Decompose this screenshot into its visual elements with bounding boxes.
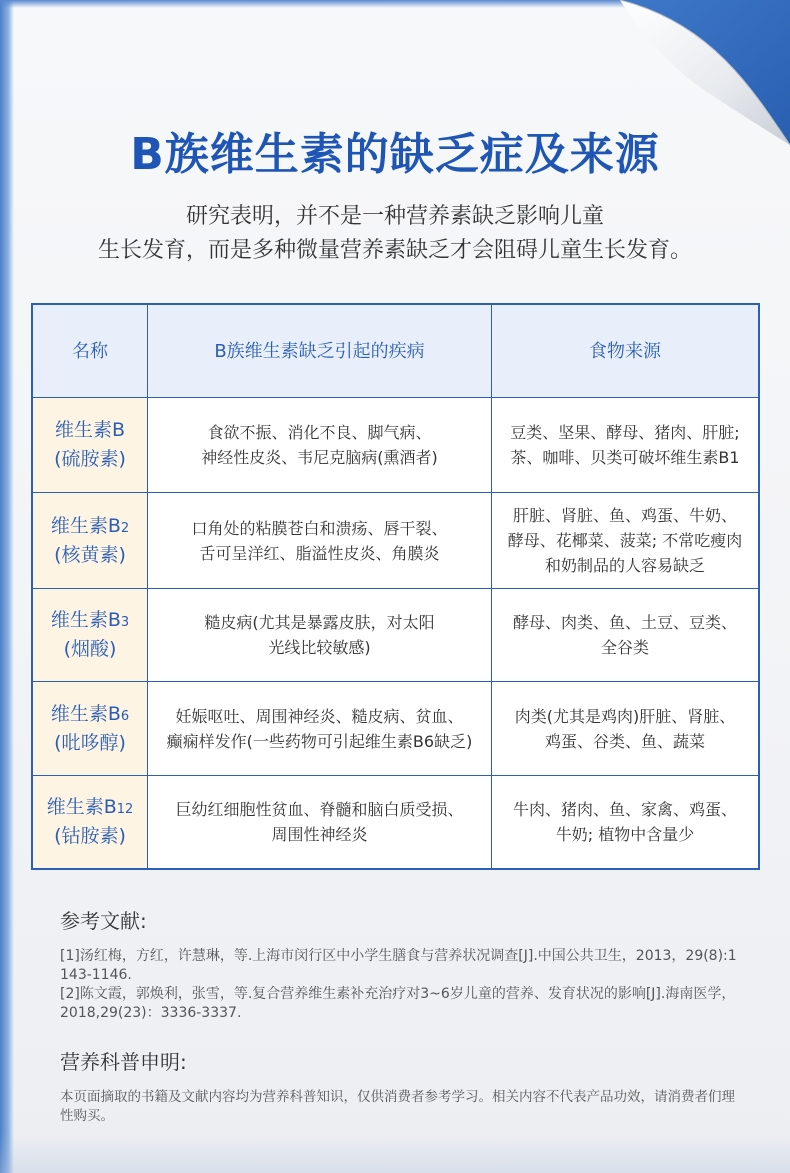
source-line: 酵母、肉类、鱼、土豆、豆类、	[512, 613, 737, 632]
intro-line-2: 生长发育，而是多种微量营养素缺乏才会阻碍儿童生长发育。	[97, 238, 692, 263]
vitamin-name: 维生素B	[50, 514, 121, 537]
source-line: 鸡蛋、谷类、鱼、蔬菜	[544, 731, 705, 751]
disease-line: 舌可呈洋红、脂溢性皮炎、角膜炎	[199, 543, 440, 563]
vitamin-subscript: 6	[120, 708, 130, 724]
page-title: B族维生素的缺乏症及来源	[130, 129, 660, 180]
reference-item: [1]汤红梅，方红，许慧琳，等.上海市闵行区中小学生膳食与营养状况调查[J].中国公共卫生，2013，29(8):1143-1146.	[60, 948, 737, 983]
bottom-shadow	[0, 1133, 790, 1173]
vitamin-alias: (吡哆醇)	[54, 731, 126, 754]
vitamin-name-cell	[33, 398, 148, 492]
vitamin-name: 维生素B	[46, 796, 117, 818]
disease-cell	[148, 398, 492, 492]
references-list	[60, 947, 740, 1023]
vitamin-subscript: 12	[116, 802, 134, 817]
disease-cell	[148, 589, 492, 681]
source-line: 全谷类	[600, 638, 649, 657]
source-line: 牛奶; 植物中含量少	[555, 825, 695, 844]
table-header-row	[33, 305, 758, 398]
vitamin-name: 维生素B	[50, 609, 121, 631]
vitamin-subscript: 3	[120, 615, 130, 630]
vitamin-name-cell	[33, 682, 148, 775]
reference-item: [2]陈文霞，郭焕利，张雪，等.复合营养维生素补充治疗对3~6岁儿童的营养、发育状况的影响[J].海南医学，2018,29(23)：3336-3337.	[60, 986, 736, 1021]
source-cell	[492, 776, 758, 868]
notice-text: 本页面摘取的书籍及文献内容均为营养科普知识，仅供消费者参考学习。相关内容不代表产品功效，请消费者们理性购买。	[60, 1089, 735, 1124]
vitamin-alias: (钴胺素)	[54, 825, 126, 847]
intro-text	[40, 200, 750, 268]
disease-cell	[148, 682, 492, 775]
source-cell	[492, 682, 758, 775]
disease-line: 光线比较敏感)	[268, 638, 371, 657]
header-disease: B族维生素缺乏引起的疾病	[148, 305, 492, 397]
vitamin-name-cell	[33, 589, 148, 681]
header-name: 名称	[33, 305, 148, 397]
disease-line: 食欲不振、消化不良、脚气病、	[207, 423, 432, 442]
source-cell	[492, 589, 758, 681]
source-line: 肝脏、肾脏、鱼、鸡蛋、牛奶、	[512, 506, 737, 525]
source-line: 牛肉、猪肉、鱼、家禽、鸡蛋、	[512, 800, 737, 819]
source-cell	[492, 398, 758, 492]
source-line: 豆类、坚果、酵母、猪肉、肝脏;	[510, 423, 740, 442]
notice-title: 营养科普申明:	[60, 1050, 187, 1074]
vitamin-name-cell	[33, 776, 148, 868]
source-line: 肉类(尤其是鸡肉)肝脏、肾脏、	[514, 706, 736, 726]
source-line: 酵母、花椰菜、菠菜; 不常吃瘦肉	[507, 531, 743, 550]
vitamin-subscript: 2	[120, 520, 130, 536]
disease-line: 妊娠呕吐、周围神经炎、糙皮病、贫血、	[175, 706, 464, 726]
disease-line: 糙皮病(尤其是暴露皮肤，对太阳	[204, 613, 435, 632]
vitamin-alias: (烟酸)	[63, 638, 117, 660]
vitamin-name: 维生素B	[50, 702, 121, 725]
disease-cell	[148, 493, 492, 588]
vitamin-alias: (核黄素)	[54, 543, 126, 566]
vitamin-alias: (硫胺素)	[54, 448, 126, 470]
table-row	[33, 493, 758, 589]
header-source: 食物来源	[492, 305, 758, 397]
source-line: 和奶制品的人容易缺乏	[544, 556, 705, 575]
table-row	[33, 589, 758, 682]
vitamin-name: 维生素B	[54, 419, 126, 441]
source-line: 茶、咖啡、贝类可破坏维生素B1	[510, 448, 740, 467]
disease-line: 口角处的粘膜苍白和溃疡、唇干裂、	[191, 518, 448, 538]
vitamin-name-cell	[33, 493, 148, 588]
disease-line: 神经性皮炎、韦尼克脑病(熏酒者)	[201, 448, 438, 467]
table-row	[33, 398, 758, 493]
intro-line-1: 研究表明，并不是一种营养素缺乏影响儿童	[185, 204, 604, 229]
vitamin-table	[31, 303, 760, 870]
table-row	[33, 776, 758, 868]
references-title: 参考文献:	[60, 909, 147, 933]
disease-cell	[148, 776, 492, 868]
disease-line: 周围性神经炎	[271, 825, 368, 844]
disease-line: 癫痫样发作(一些药物可引起维生素B6缺乏)	[166, 731, 473, 751]
disease-line: 巨幼红细胞性贫血、脊髓和脑白质受损、	[175, 800, 464, 819]
table-row	[33, 682, 758, 776]
source-cell	[492, 493, 758, 588]
